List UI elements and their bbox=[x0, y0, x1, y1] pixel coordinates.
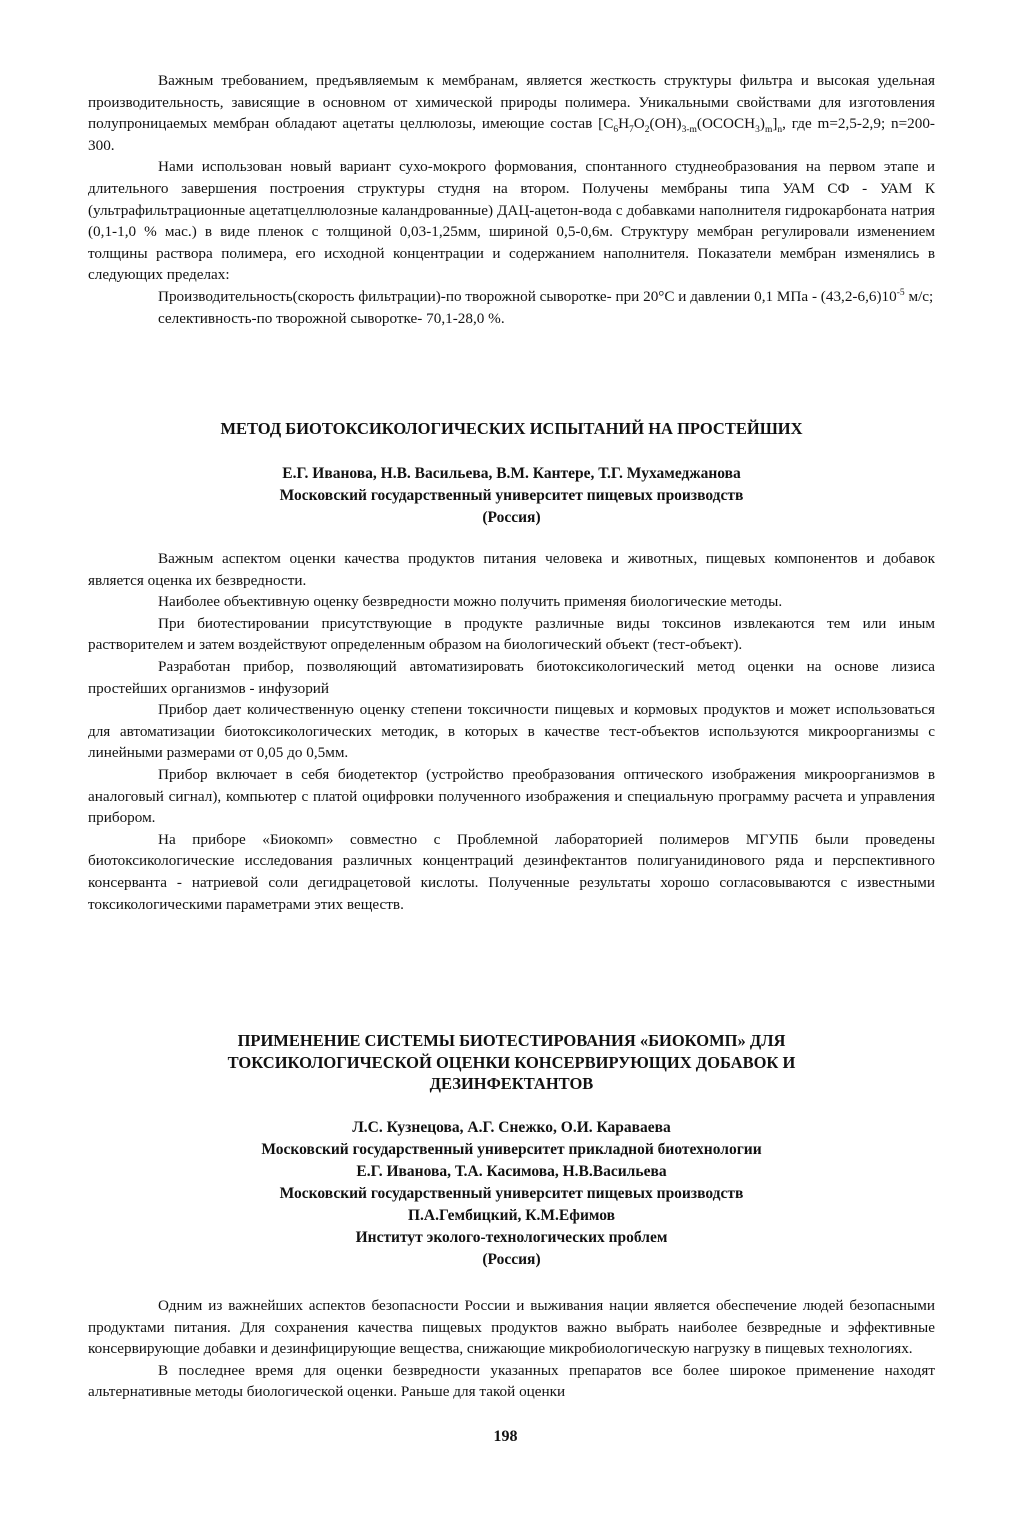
article-1-paragraph: Прибор включает в себя биодетектор (устройство преобразования оптического изображения микроорганизмов в аналоговый сигнал), компьютер с платой оцифровки полученного изображения и специальную программу расчета и управления прибором. bbox=[88, 765, 935, 827]
article-1-country: (Россия) bbox=[482, 508, 541, 526]
article-2-country: (Россия) bbox=[482, 1250, 541, 1268]
intro-paragraph-4: селективность-по творожной сыворотке- 70,1-28,0 %. bbox=[158, 309, 505, 327]
article-1-title: МЕТОД БИОТОКСИКОЛОГИЧЕСКИХ ИСПЫТАНИЙ НА ПРОСТЕЙШИХ bbox=[220, 419, 803, 438]
article-1-body bbox=[88, 548, 935, 915]
article-1-paragraph: При биотестировании присутствующие в продукте различные виды токсинов извлекаются тем или иным растворителем и затем воздействуют определенным образом на биологический объект (тест-объект). bbox=[88, 614, 935, 654]
intro-paragraph-3: Производительность(скорость фильтрации)-по творожной сыворотке- при 20°С и давлении 0,1 МПа - $(43,2-6,6)10^{-5}$ м/с; bbox=[158, 287, 934, 305]
article-1-paragraph: Важным аспектом оценки качества продуктов питания человека и животных, пищевых компонентов и добавок является оценка их безвредности. bbox=[88, 550, 935, 589]
intro-paragraph-1: Важным требованием, предъявляемым к мембранам, является жесткость структуры фильтра и высокая удельная производительность, зависящие в основном от химической природы полимера. Уникальными свойствами для изготовления полупроницаемых мембран обладают ацетаты целлюлозы, имеющие состав $[C_6H_7O_2(OH)_{3-m}(OCOCH_3)_m]_n$, где m=2,5-2,9; n=200-300. bbox=[88, 72, 935, 154]
article-2-paragraph: Одним из важнейших аспектов безопасности России и выживания нации является обеспечение людей безопасными продуктами питания. Для сохранения качества пищевых продуктов важно выбрать наиболее безвредные и эффективные консервирующие добавки и дезинфицирующие вещества, снижающие микробиологическую нагрузку в пищевых технологиях. bbox=[88, 1297, 935, 1358]
article-2-affiliation-2: Московский государственный университет пищевых производств bbox=[279, 1184, 744, 1202]
article-2-affiliation-3: Институт эколого-технологических проблем bbox=[355, 1228, 668, 1246]
article-2-paragraph: В последнее время для оценки безвредности указанных препаратов все более широкое применение находят альтернативные методы биологической оценки. Раньше для такой оценки bbox=[88, 1361, 935, 1401]
article-2 bbox=[88, 1030, 935, 1271]
article-1-paragraph: На приборе «Биокомп» совместно с Проблемной лабораторией полимеров МГУПБ были проведены биотоксикологические исследования различных концентраций дезинфектантов полигуанидинового ряда и перспективного консерванта - натриевой соли дегидрацетовой кислоты. Полученные результаты хорошо согласовываются с известными токсикологическими параметрами этих веществ. bbox=[88, 830, 935, 913]
article-2-authors-2: Е.Г. Иванова, Т.А. Касимова, Н.В.Васильева bbox=[356, 1162, 667, 1180]
article-1-authors: Е.Г. Иванова, Н.В. Васильева, В.М. Кантере, Т.Г. Мухамеджанова bbox=[282, 464, 741, 482]
article-1-paragraph: Наиболее объективную оценку безвредности можно получить применяя биологические методы. bbox=[158, 593, 783, 611]
article-1-paragraph: Разработан прибор, позволяющий автоматизировать биотоксикологический метод оценки на основе лизиса простейших организмов - инфузорий bbox=[88, 657, 935, 697]
article-2-title-line-2: ТОКСИКОЛОГИЧЕСКОЙ ОЦЕНКИ КОНСЕРВИРУЮЩИХ ДОБАВОК И bbox=[227, 1052, 796, 1072]
article-1-affiliation: Московский государственный университет пищевых производств bbox=[279, 486, 744, 504]
cellulose-acetate-formula: $[C_6H_7O_2(OH)_{3-m}(OCOCH_3)_m]_n$ bbox=[598, 115, 783, 136]
page-number: 198 bbox=[493, 1428, 518, 1445]
article-2-body bbox=[88, 1295, 935, 1403]
article-2-title-line-3: ДЕЗИНФЕКТАНТОВ bbox=[429, 1074, 594, 1093]
article-2-authors-1: Л.С. Кузнецова, А.Г. Снежко, О.И. Караваева bbox=[352, 1118, 671, 1136]
intro-section bbox=[88, 70, 935, 329]
article-1 bbox=[88, 418, 935, 529]
intro-paragraph-2: Нами использован новый вариант сухо-мокрого формования, спонтанного студнеобразования на первом этапе и длительного завершения построения структуры студня на втором. Получены мембраны типа УАМ СФ - УАМ К (ультрафильтрационные ацетатцеллюлозные каландрованные) ДАЦ-ацетон-вода с добавками наполнителя гидрокарбоната натрия (0,1-1,0 % мас.) в виде пленок с толщиной 0,03-1,25мм, шириной 0,5-0,6м. Структуру мембран регулировали изменением толщины раствора полимера, его исходной концентрации и содержанием наполнителя. Показатели мембран изменялись в следующих пределах: bbox=[88, 158, 935, 284]
article-2-authors-3: П.А.Гембицкий, К.М.Ефимов bbox=[408, 1206, 615, 1224]
article-2-affiliation-1: Московский государственный университет прикладной биотехнологии bbox=[261, 1140, 762, 1158]
article-1-paragraph: Прибор дает количественную оценку степени токсичности пищевых и кормовых продуктов и может использоваться для автоматизации биотоксикологических методик, в которых в качестве тест-объектов используются микроорганизмы с линейными размерами от 0,05 до 0,5мм. bbox=[88, 701, 935, 762]
article-2-title-line-1: ПРИМЕНЕНИЕ СИСТЕМЫ БИОТЕСТИРОВАНИЯ «БИОКОМП» ДЛЯ bbox=[237, 1031, 786, 1050]
